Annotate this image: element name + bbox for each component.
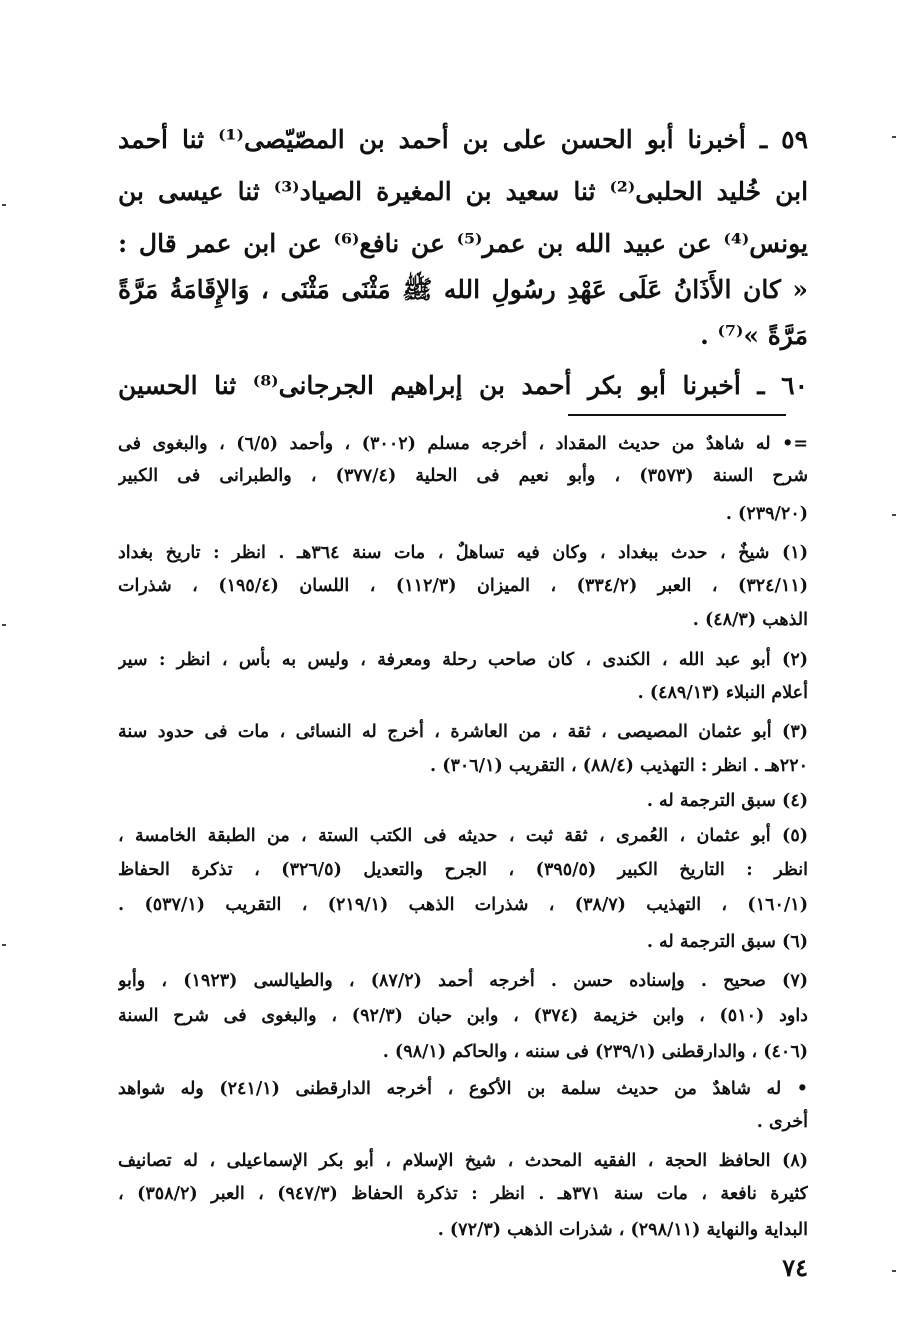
- main-text-line: « كان الأَذَانُ عَلَى عَهْدِ رسُولِ الله ﷺ مَثْنَى مَثْنَى ، وَالإِقَامَةُ مَرَّةً: [118, 275, 808, 304]
- footnote-line: أعلام النبلاء (٤٨٩/١٣) .: [637, 683, 808, 703]
- main-text-line: ابن خُليد الحلبى⁽²⁾ ثنا سعيد بن المغيرة الصياد⁽³⁾ ثنا عيسى بن: [118, 177, 808, 206]
- footnote-line: انظر : التاريخ الكبير (٣٩٥/٥) ، الجرح والتعديل (٣٢٦/٥) ، تذكرة الحفاظ: [118, 860, 808, 880]
- footnote-line: (٢) أبو عبد الله ، الكندى ، كان صاحب رحلة ومعرفة ، وليس به بأس ، انظر : سير: [118, 650, 808, 670]
- footnote-line: (٤) سبق الترجمة له .: [646, 791, 808, 811]
- footnote-line: (١٦٠/١) ، التهذيب (٣٨/٧) ، شذرات الذهب (٢١٩/١) ، التقريب (٥٣٧/١) .: [118, 895, 808, 915]
- footnote-divider: [568, 414, 786, 416]
- main-text-line: ٥٩ ـ أخبرنا أبو الحسن على بن أحمد بن المصّيّصى⁽¹⁾ ثنا أحمد: [118, 125, 808, 154]
- scan-mark: [892, 514, 896, 516]
- main-text-line: ٦٠ ـ أخبرنا أبو بكر أحمد بن إبراهيم الجرجانى⁽⁸⁾ ثنا الحسين: [118, 371, 808, 400]
- footnote-line: البداية والنهاية (٢٩٨/١١) ، شذرات الذهب (٧٢/٣) .: [437, 1220, 808, 1240]
- footnote-line: ٢٢٠هـ . انظر : التهذيب (٨٨/٤) ، التقريب (٣٠٦/١) .: [430, 756, 808, 776]
- footnote-line: (٧) صحيح . وإسناده حسن . أخرجه أحمد (٨٧/٢) ، والطيالسى (١٩٢٣) ، وأبو: [118, 971, 808, 991]
- main-text-line: مَرَّةً »⁽⁷⁾ .: [700, 321, 808, 350]
- footnote-line: (٣) أبو عثمان المصيصى ، ثقة ، من العاشرة ، أخرج له النسائى ، مات فى حدود سنة: [118, 722, 808, 742]
- footnote-line: =• له شاهدٌ من حديث المقداد ، أخرجه مسلم (٣٠٠٢) ، وأحمد (٦/٥) ، والبغوى فى: [118, 434, 808, 454]
- scan-mark: [2, 944, 6, 946]
- footnote-line: الذهب (٤٨/٣) .: [692, 610, 808, 630]
- footnote-line: أخرى .: [756, 1112, 808, 1132]
- scan-mark: [892, 1270, 896, 1272]
- scan-mark: [892, 136, 896, 138]
- footnote-line: (٥) أبو عثمان ، العُمرى ، ثقة ثبت ، حديثه فى الكتب الستة ، من الطبقة الخامسة ،: [118, 826, 808, 846]
- footnote-line: شرح السنة (٣٥٧٣) ، وأبو نعيم فى الحلية (٣٧٧/٤) ، والطبرانى فى الكبير: [118, 466, 808, 486]
- scan-mark: [2, 204, 6, 206]
- footnote-line: (٢٣٩/٢٠) .: [725, 504, 808, 524]
- footnote-line: (٦) سبق الترجمة له .: [646, 932, 808, 952]
- footnote-line: (٣٢٤/١١) ، العبر (٣٣٤/٢) ، الميزان (١١٢/٣) ، اللسان (١٩٥/٤) ، شذرات: [118, 576, 808, 596]
- footnote-line: كثيرة نافعة ، مات سنة ٣٧١هـ . انظر : تذكرة الحفاظ (٩٤٧/٣) ، العبر (٣٥٨/٢) ،: [118, 1184, 808, 1204]
- footnote-line: (١) شيخٌ ، حدث ببغداد ، وكان فيه تساهلٌ ، مات سنة ٣٦٤هـ . انظر : تاريخ بغداد: [118, 543, 808, 563]
- scan-mark: [2, 624, 6, 626]
- footnote-line: داود (٥١٠) ، وابن خزيمة (٣٧٤) ، وابن حبان (٩٢/٣) ، والبغوى فى شرح السنة: [118, 1006, 808, 1026]
- footnote-line: (٤٠٦) ، والدارقطنى (٢٣٩/١) فى سننه ، والحاكم (٩٨/١) .: [382, 1042, 808, 1062]
- page-number: ٧٤: [782, 1253, 808, 1282]
- footnote-line: (٨) الحافظ الحجة ، الفقيه المحدث ، شيخ الإسلام ، أبو بكر الإسماعيلى ، له تصانيف: [118, 1151, 808, 1171]
- footnote-line: • له شاهدٌ من حديث سلمة بن الأكوع ، أخرجه الدارقطنى (٢٤١/١) وله شواهد: [118, 1079, 808, 1099]
- main-text-line: يونس⁽⁴⁾ عن عبيد الله بن عمر⁽⁵⁾ عن نافع⁽⁶⁾ عن ابن عمر قال :: [118, 229, 808, 258]
